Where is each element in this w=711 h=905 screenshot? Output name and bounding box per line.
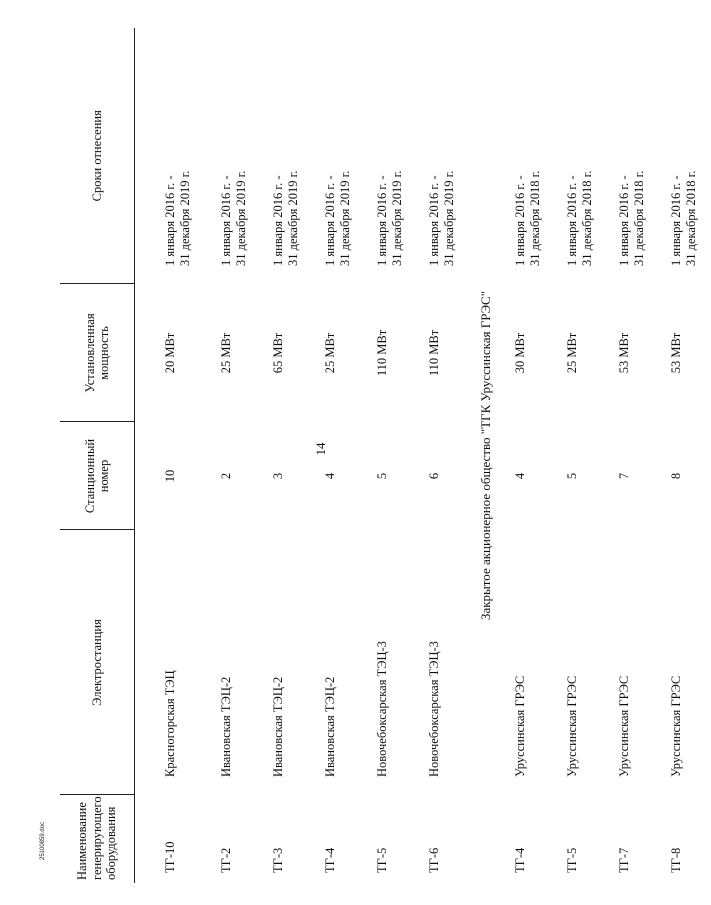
table-row <box>607 28 659 883</box>
power-plant: Уруссинская ГРЭС <box>669 675 683 777</box>
station-number: 7 <box>617 472 631 480</box>
period-end: 31 декабря 2019 г. <box>286 170 300 266</box>
period-start: 1 января 2016 г. - <box>427 175 441 266</box>
installed-capacity: 20 МВт <box>163 332 177 374</box>
period-start: 1 января 2016 г. - <box>271 175 285 266</box>
header-power-plant: Электростанция <box>60 530 135 795</box>
period-start: 1 января 2016 г. - <box>163 175 177 266</box>
installed-capacity: 30 МВт <box>513 332 527 374</box>
table-row <box>313 28 365 883</box>
table-row <box>659 28 711 883</box>
period <box>607 28 659 284</box>
equipment-name: ТГ-8 <box>669 847 683 873</box>
table-row <box>503 28 555 883</box>
header-equipment-name: Наименование генерирующего оборудования <box>60 795 135 883</box>
installed-capacity: 53 МВт <box>617 332 631 374</box>
page-number: 14 <box>313 442 328 456</box>
power-plant: Уруссинская ГРЭС <box>565 675 579 777</box>
equipment-name: ТГ-4 <box>513 847 527 873</box>
power-plant: Ивановская ТЭЦ-2 <box>219 676 233 777</box>
station-number: 10 <box>163 469 177 483</box>
power-plant: Уруссинская ГРЭС <box>513 675 527 777</box>
installed-capacity: 110 МВт <box>427 329 441 377</box>
installed-capacity: 25 МВт <box>565 332 579 374</box>
period <box>503 28 555 284</box>
period-end: 31 декабря 2019 г. <box>442 170 456 266</box>
header-installed-capacity: Установленная мощность <box>60 284 135 422</box>
period <box>209 28 261 284</box>
station-number: 6 <box>427 472 441 480</box>
equipment-name: ТГ-5 <box>375 847 389 873</box>
header-station-number: Станционный номер <box>60 422 135 530</box>
period-start: 1 января 2016 г. - <box>669 175 683 266</box>
power-plant: Ивановская ТЭЦ-2 <box>271 676 285 777</box>
table-row <box>365 28 417 883</box>
installed-capacity: 53 МВт <box>669 332 683 374</box>
period-end: 31 декабря 2018 г. <box>580 170 594 266</box>
station-number: 5 <box>565 472 579 480</box>
period-end: 31 декабря 2019 г. <box>178 170 192 266</box>
equipment-name: ТГ-4 <box>323 847 337 873</box>
period-start: 1 января 2016 г. - <box>617 175 631 266</box>
equipment-name: ТГ-5 <box>565 847 579 873</box>
station-number: 4 <box>513 472 527 480</box>
period-start: 1 января 2016 г. - <box>565 175 579 266</box>
section-row <box>469 28 503 883</box>
station-number: 4 <box>323 472 337 480</box>
period <box>365 28 417 284</box>
header-period: Сроки отнесения <box>60 28 135 284</box>
station-number: 3 <box>271 472 285 480</box>
equipment-name: ТГ-7 <box>617 847 631 873</box>
installed-capacity: 65 МВт <box>271 332 285 374</box>
section-title: Закрытое акционерное общество "ТГК Уруссинская ГРЭС" <box>478 290 493 621</box>
table-row <box>417 28 469 883</box>
table-row <box>555 28 607 883</box>
power-plant: Ивановская ТЭЦ-2 <box>323 676 337 777</box>
table-row <box>209 28 261 883</box>
station-number: 5 <box>375 472 389 480</box>
table-row <box>261 28 313 883</box>
period-end: 31 декабря 2018 г. <box>528 170 542 266</box>
power-plant: Красногорская ТЭЦ <box>163 670 177 777</box>
table-row <box>135 28 210 883</box>
equipment-name: ТГ-6 <box>427 847 441 873</box>
installed-capacity: 25 МВт <box>219 332 233 374</box>
equipment-name: ТГ-3 <box>271 847 285 873</box>
table-header-row <box>60 28 135 883</box>
period-end: 31 декабря 2019 г. <box>234 170 248 266</box>
document-file-code: 25100859.doc <box>40 821 46 860</box>
period-end: 31 декабря 2019 г. <box>338 170 352 266</box>
period-end: 31 декабря 2018 г. <box>684 170 698 266</box>
power-plant: Новочебоксарская ТЭЦ-3 <box>427 641 441 777</box>
station-number: 2 <box>219 472 233 480</box>
equipment-name: ТГ-2 <box>219 847 233 873</box>
power-plant: Уруссинская ГРЭС <box>617 675 631 777</box>
period <box>135 28 210 284</box>
station-number: 8 <box>669 472 683 480</box>
period-end: 31 декабря 2018 г. <box>632 170 646 266</box>
installed-capacity: 110 МВт <box>375 329 389 377</box>
period <box>261 28 313 284</box>
period-start: 1 января 2016 г. - <box>375 175 389 266</box>
period <box>555 28 607 284</box>
rotated-table-container <box>60 28 698 883</box>
generating-equipment-table <box>60 28 711 883</box>
period <box>659 28 711 284</box>
period-start: 1 января 2016 г. - <box>219 175 233 266</box>
equipment-name: ТГ-10 <box>163 841 177 873</box>
period <box>313 28 365 284</box>
installed-capacity: 25 МВт <box>323 332 337 374</box>
period-end: 31 декабря 2019 г. <box>390 170 404 266</box>
period-start: 1 января 2016 г. - <box>513 175 527 266</box>
period-start: 1 января 2016 г. - <box>323 175 337 266</box>
power-plant: Новочебоксарская ТЭЦ-3 <box>375 641 389 777</box>
period <box>417 28 469 284</box>
